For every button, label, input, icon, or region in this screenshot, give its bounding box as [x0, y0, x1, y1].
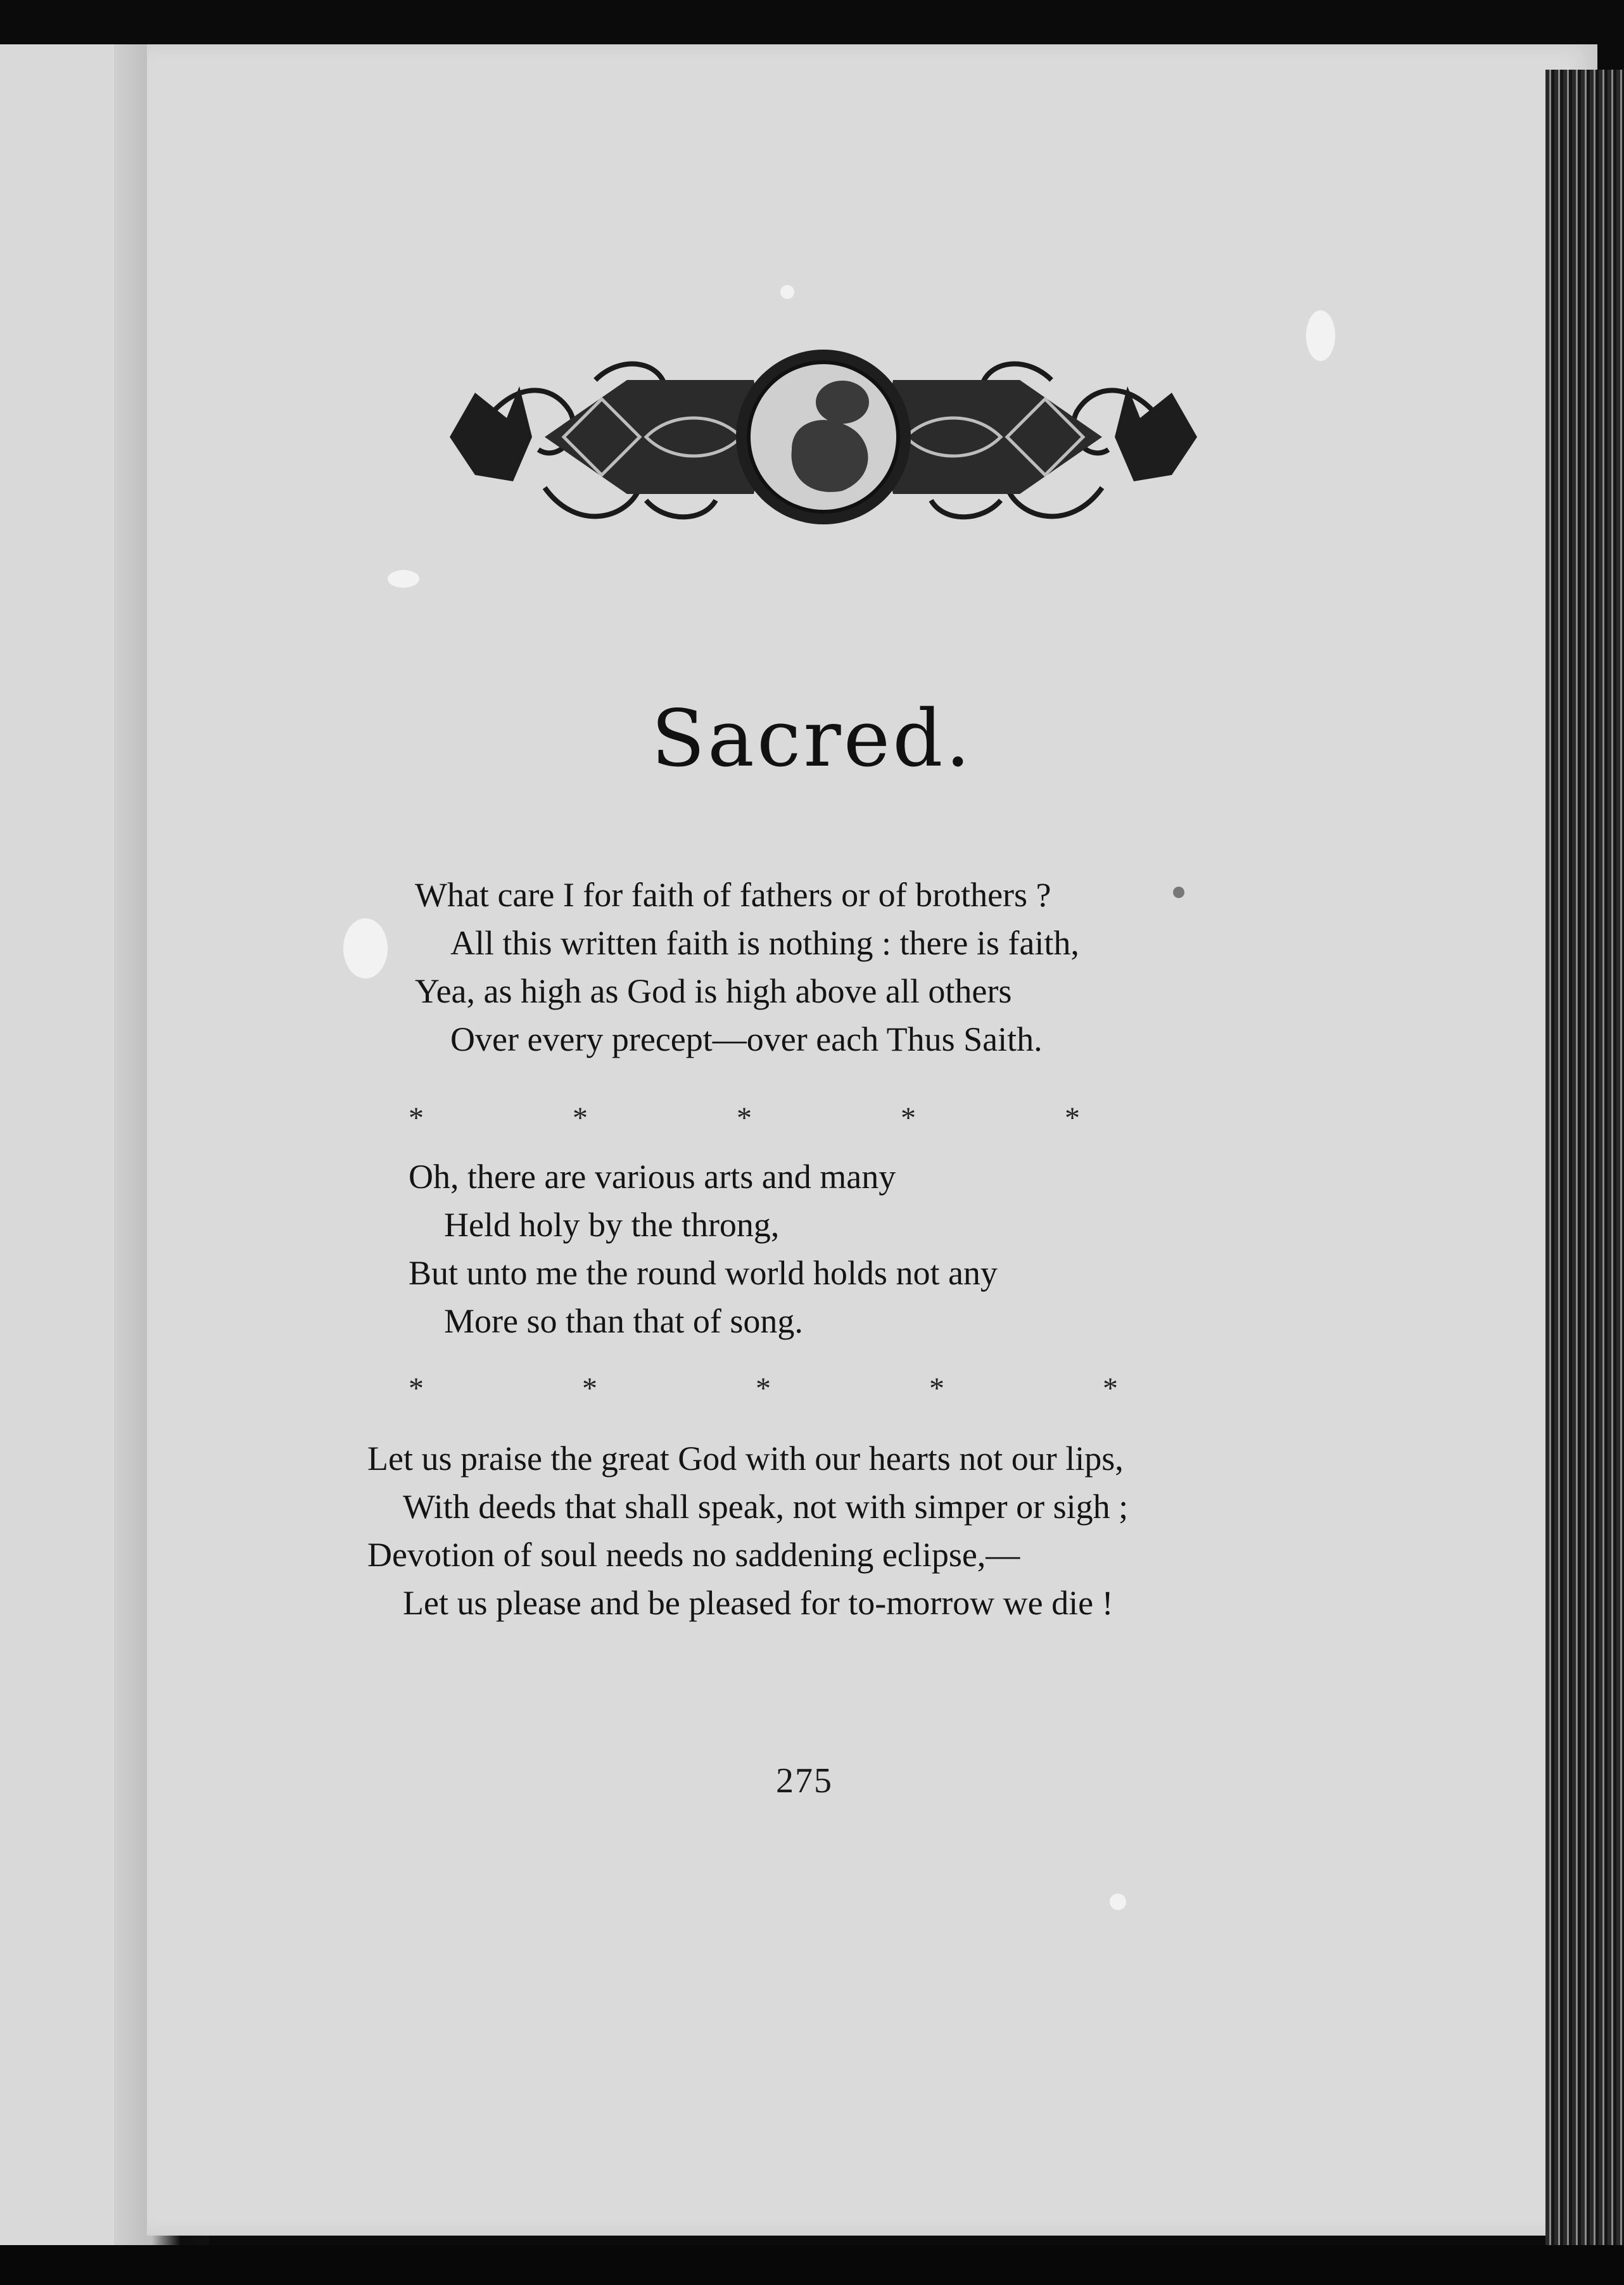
- stanza-3: [367, 1434, 1128, 1627]
- page-stack-edge: [1545, 70, 1624, 2267]
- section-separator: [409, 1371, 1118, 1406]
- page-number: 275: [776, 1761, 833, 1801]
- asterisk: *: [573, 1101, 588, 1135]
- poem-line: Let us praise the great God with our hearts not our lips,: [367, 1440, 1124, 1478]
- poem-line: Yea, as high as God is high above all others: [415, 972, 1012, 1010]
- stanza-2: [409, 1153, 998, 1345]
- asterisk: *: [756, 1372, 771, 1405]
- poem-line: Over every precept—over each Thus Saith.: [450, 1020, 1043, 1058]
- asterisk: *: [737, 1101, 752, 1135]
- poem-line: But unto me the round world holds not any: [409, 1254, 998, 1292]
- stanza-1: [415, 871, 1079, 1063]
- poem-line: With deeds that shall speak, not with simper or sigh ;: [403, 1488, 1129, 1526]
- poem-line: What care I for faith of fathers or of brothers ?: [415, 876, 1051, 914]
- asterisk: *: [929, 1372, 944, 1405]
- asterisk: *: [1065, 1101, 1080, 1135]
- asterisk: *: [901, 1101, 916, 1135]
- poem-line: Held holy by the throng,: [444, 1206, 780, 1244]
- asterisk: *: [409, 1101, 424, 1135]
- poem-line: Let us please and be pleased for to-morrow we die !: [403, 1584, 1113, 1622]
- asterisk: *: [582, 1372, 597, 1405]
- poem-line: More so than that of song.: [444, 1302, 803, 1340]
- poem-title: Sacred.: [651, 693, 973, 785]
- poem-line: Devotion of soul needs no saddening eclipse,—: [367, 1536, 1020, 1574]
- scan-border: [0, 2245, 1624, 2285]
- poem-line: Oh, there are various arts and many: [409, 1158, 896, 1196]
- asterisk: *: [1103, 1372, 1118, 1405]
- asterisk: *: [409, 1372, 424, 1405]
- section-separator: [409, 1101, 1080, 1136]
- poem-line: All this written faith is nothing : there is faith,: [450, 924, 1079, 962]
- headpiece-ornament: [437, 342, 1210, 532]
